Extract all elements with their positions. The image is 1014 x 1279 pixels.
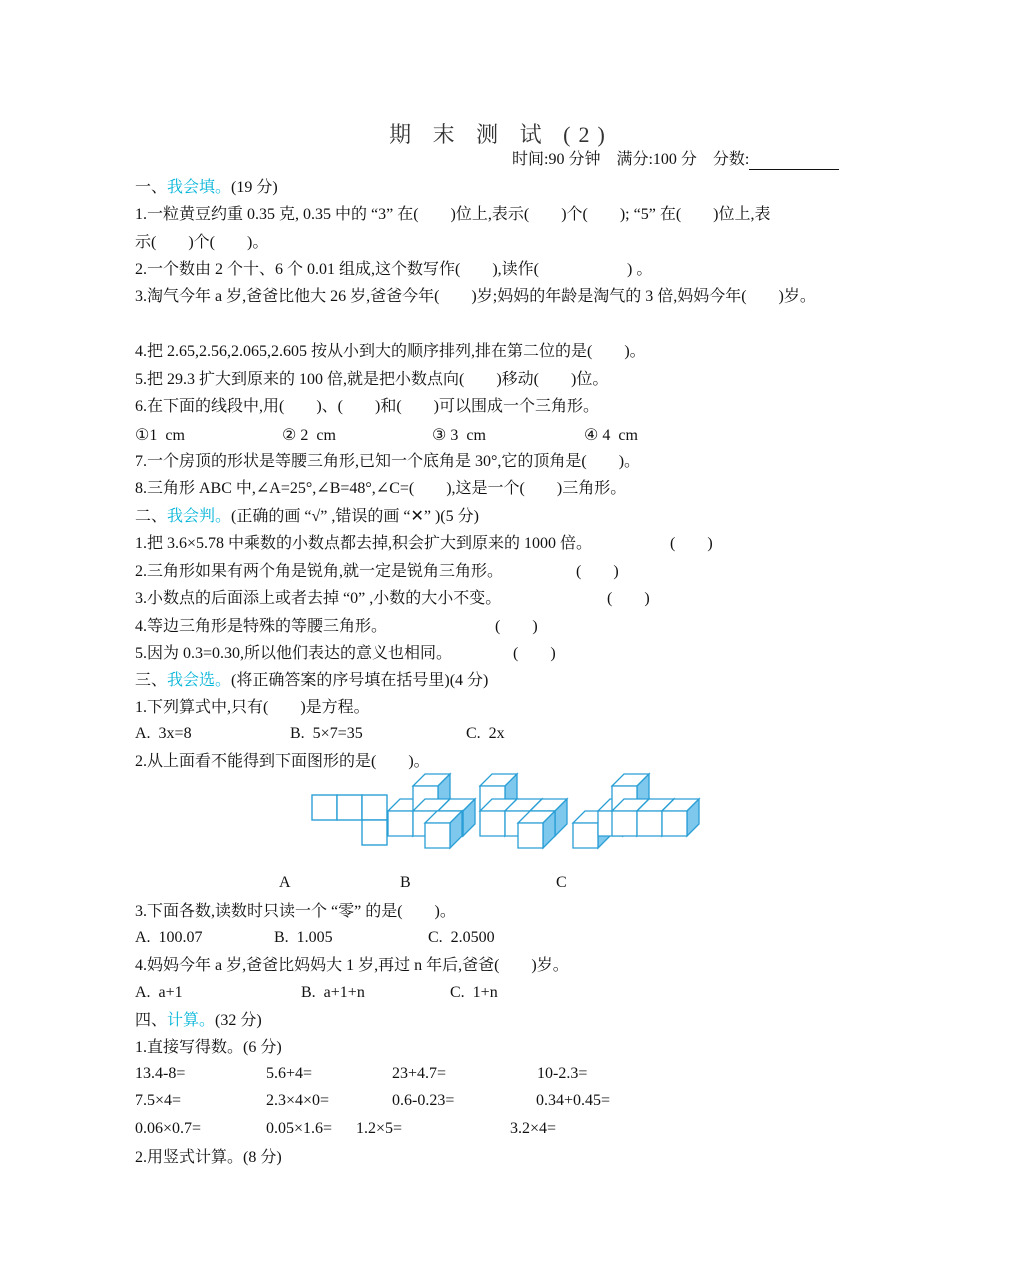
calc-r1-c4: 10-2.3= xyxy=(537,1065,588,1082)
s1-question-7: 7.一个房顶的形状是等腰三角形,已知一个底角是 30°,它的顶角是( )。 xyxy=(135,453,641,470)
s1-question-1a: 1.一粒黄豆约重 0.35 克, 0.35 中的 “3” 在( )位上,表示( )个( ); “5” 在( )位上,表 xyxy=(135,206,771,223)
s1-question-2: 2.一个数由 2 个十、6 个 0.01 组成,这个数写作( ),读作( ) 。 xyxy=(135,261,653,278)
s3-question-3: 3.下面各数,读数时只读一个 “零” 的是( )。 xyxy=(135,903,456,920)
s2-answer-2[interactable]: ( ) xyxy=(576,563,619,580)
section-4-number: 四、 xyxy=(135,1012,168,1029)
score-label: 分数: xyxy=(712,151,750,168)
cube-figures xyxy=(305,768,725,858)
cube-group xyxy=(388,774,699,848)
cube-15 xyxy=(662,799,699,836)
s3-q3-option-c: C. 2.0500 xyxy=(428,929,495,946)
s2-question-3: 3.小数点的后面添上或者去掉 “0” ,小数的大小不变。 xyxy=(135,590,502,607)
s1-question-4: 4.把 2.65,2.56,2.065,2.605 按从小到大的顺序排列,排在第二位的是( )。 xyxy=(135,343,646,360)
calc-r2-c2: 2.3×4×0= xyxy=(266,1092,330,1109)
s1-question-3: 3.淘气今年 a 岁,爸爸比他大 26 岁,爸爸今年( )岁;妈妈的年龄是淘气的 3 倍,妈妈今年( )岁。 xyxy=(135,288,816,305)
calc-r3-c3: 1.2×5= xyxy=(356,1120,403,1137)
section-4-points: (32 分) xyxy=(215,1012,262,1029)
section-3-heading xyxy=(135,671,488,691)
s3-q4-option-b: B. a+1+n xyxy=(301,984,365,1001)
s3-question-2: 2.从上面看不能得到下面图形的是( )。 xyxy=(135,753,430,770)
section-2-number: 二、 xyxy=(135,508,168,525)
calc-r1-c2: 5.6+4= xyxy=(266,1065,313,1082)
section-1-points: (19 分) xyxy=(231,179,278,196)
figure-label-c: C xyxy=(556,874,567,891)
full-score-label: 满分:100 分 xyxy=(616,151,697,168)
s3-q1-option-c: C. 2x xyxy=(466,725,505,742)
calc-r3-c2: 0.05×1.6= xyxy=(266,1120,333,1137)
time-label: 时间:90 分钟 xyxy=(512,151,601,168)
s2-question-5: 5.因为 0.3=0.30,所以他们表达的意义也相同。 xyxy=(135,645,453,662)
s2-answer-4[interactable]: ( ) xyxy=(495,618,538,635)
section-3-title: 我会选。 xyxy=(167,672,232,689)
section-2-heading xyxy=(135,507,479,527)
section-1-heading xyxy=(135,178,278,198)
s1-q6-option-1: ①1 cm xyxy=(135,427,185,444)
s4-sub-2: 2.用竖式计算。(8 分) xyxy=(135,1149,282,1166)
s3-q4-option-a: A. a+1 xyxy=(135,984,183,1001)
s4-sub-1: 1.直接写得数。(6 分) xyxy=(135,1039,282,1056)
s1-question-8: 8.三角形 ABC 中,∠A=25°,∠B=48°,∠C=( ),这是一个( )三角形。 xyxy=(135,480,627,497)
s1-q6-option-3: ③ 3 cm xyxy=(432,427,486,444)
s3-q3-option-b: B. 1.005 xyxy=(274,929,333,946)
calc-r3-c4: 3.2×4= xyxy=(510,1120,557,1137)
page-title: 期 末 测 试 (2) xyxy=(389,122,613,147)
section-3-number: 三、 xyxy=(135,672,168,689)
calc-r3-c1: 0.06×0.7= xyxy=(135,1120,202,1137)
s3-q1-option-a: A. 3x=8 xyxy=(135,725,192,742)
cube-9 xyxy=(518,811,555,848)
s2-answer-1[interactable]: ( ) xyxy=(670,535,713,552)
s1-question-6: 6.在下面的线段中,用( )、( )和( )可以围成一个三角形。 xyxy=(135,398,599,415)
s1-q6-option-4: ④ 4 cm xyxy=(584,427,638,444)
header-info xyxy=(512,150,839,170)
cube-4 xyxy=(425,811,462,848)
s2-answer-3[interactable]: ( ) xyxy=(607,590,650,607)
figure-label-b: B xyxy=(400,874,411,891)
s1-question-5: 5.把 29.3 扩大到原来的 100 倍,就是把小数点向( )移动( )位。 xyxy=(135,371,609,388)
calc-r2-c3: 0.6-0.23= xyxy=(392,1092,455,1109)
s3-question-4: 4.妈妈今年 a 岁,爸爸比妈妈大 1 岁,再过 n 年后,爸爸( )岁。 xyxy=(135,957,569,974)
calc-r2-c1: 7.5×4= xyxy=(135,1092,182,1109)
s1-question-1b: 示( )个( )。 xyxy=(135,234,269,251)
s3-q3-option-a: A. 100.07 xyxy=(135,929,203,946)
section-4-heading xyxy=(135,1011,262,1031)
s2-answer-5[interactable]: ( ) xyxy=(513,645,556,662)
calc-r1-c1: 13.4-8= xyxy=(135,1065,186,1082)
s3-q1-option-b: B. 5×7=35 xyxy=(290,725,363,742)
calc-r1-c3: 23+4.7= xyxy=(392,1065,447,1082)
s3-q4-option-c: C. 1+n xyxy=(450,984,498,1001)
s2-question-4: 4.等边三角形是特殊的等腰三角形。 xyxy=(135,618,388,635)
section-2-title: 我会判。 xyxy=(167,508,232,525)
section-4-title: 计算。 xyxy=(167,1012,216,1029)
section-3-points: (将正确答案的序号填在括号里)(4 分) xyxy=(231,672,489,689)
section-1-number: 一、 xyxy=(135,179,168,196)
s3-question-1: 1.下列算式中,只有( )是方程。 xyxy=(135,699,370,716)
section-2-points: (正确的画 “√” ,错误的画 “✕” )(5 分) xyxy=(231,508,479,525)
calc-r2-c4: 0.34+0.45= xyxy=(536,1092,611,1109)
score-blank[interactable] xyxy=(749,153,839,170)
section-1-title: 我会填。 xyxy=(167,179,232,196)
s1-q6-option-2: ② 2 cm xyxy=(282,427,336,444)
figure-label-a: A xyxy=(279,874,291,891)
s2-question-1: 1.把 3.6×5.78 中乘数的小数点都去掉,积会扩大到原来的 1000 倍。 xyxy=(135,535,593,552)
s2-question-2: 2.三角形如果有两个角是锐角,就一定是锐角三角形。 xyxy=(135,563,504,580)
